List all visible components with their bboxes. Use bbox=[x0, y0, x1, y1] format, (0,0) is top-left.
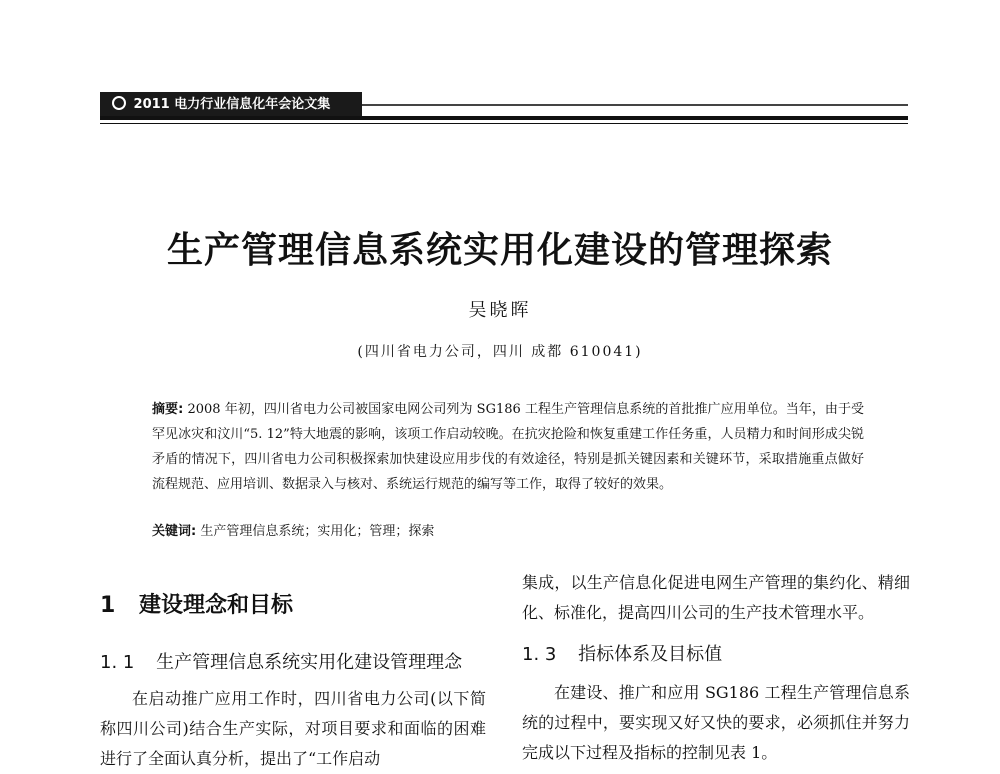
header-rule-thin bbox=[100, 123, 908, 124]
paragraph-1-3: 在建设、推广和应用 SG186 工程生产管理信息系统的过程中，要实现又好又快的要求，必须抓住并努力完成以下过程及指标的控制见表 1。 bbox=[522, 683, 910, 762]
subsection-title: 生产管理信息系统实用化建设管理理念 bbox=[156, 652, 463, 673]
paper-title: 生产管理信息系统实用化建设的管理探索 bbox=[166, 230, 833, 271]
header-rule-thick bbox=[100, 116, 908, 120]
running-header bbox=[100, 92, 362, 117]
publisher-logo-icon bbox=[112, 96, 126, 110]
author-name: 吴晓晖 bbox=[468, 300, 532, 321]
section-title: 建设理念和目标 bbox=[138, 593, 293, 618]
keywords bbox=[152, 519, 864, 544]
section-heading-1 bbox=[100, 588, 293, 619]
abstract-label: 摘要: bbox=[152, 402, 184, 417]
keywords-label: 关键词: bbox=[152, 524, 197, 539]
subsection-heading-1-1 bbox=[100, 648, 462, 674]
subsection-title: 指标体系及目标值 bbox=[578, 644, 723, 665]
abstract bbox=[152, 397, 864, 497]
subsection-heading-1-3 bbox=[522, 640, 722, 666]
keywords-text: 生产管理信息系统；实用化；管理；探索 bbox=[200, 524, 435, 539]
subsection-number: 1. 1 bbox=[100, 652, 135, 673]
abstract-text: 2008 年初，四川省电力公司被国家电网公司列为 SG186 工程生产管理信息系统的首批推广应用单位。当年，由于受罕见冰灾和汶川“5. 12”特大地震的影响，该项工作启动较晚。在抗灾抢险和恢复重建工作任务重，人员精力和时间形成尖锐矛盾的情况下，四川省电力公司积极探索加快建设应用步伐的有效途径，特别是抓关键因素和关键环节，采取措施重点做好流程规范、应用培训、数据录入与核对、系统运行规范的编写等工作，取得了较好的效果。 bbox=[152, 402, 864, 492]
section-number: 1 bbox=[100, 593, 116, 618]
author-affiliation: (四川省电力公司，四川 成都 610041) bbox=[357, 344, 643, 360]
paragraph-1-1: 在启动推广应用工作时，四川省电力公司(以下简称四川公司)结合生产实际，对项目要求和面临的困难进行了全面认真分析，提出了“工作启动 bbox=[100, 689, 486, 768]
running-header-text: 2011 电力行业信息化年会论文集 bbox=[133, 97, 331, 112]
header-rule-accent bbox=[362, 104, 908, 106]
subsection-number: 1. 3 bbox=[522, 644, 557, 665]
paragraph-continued: 集成，以生产信息化促进电网生产管理的集约化、精细化、标准化，提高四川公司的生产技术管理水平。 bbox=[522, 573, 910, 622]
